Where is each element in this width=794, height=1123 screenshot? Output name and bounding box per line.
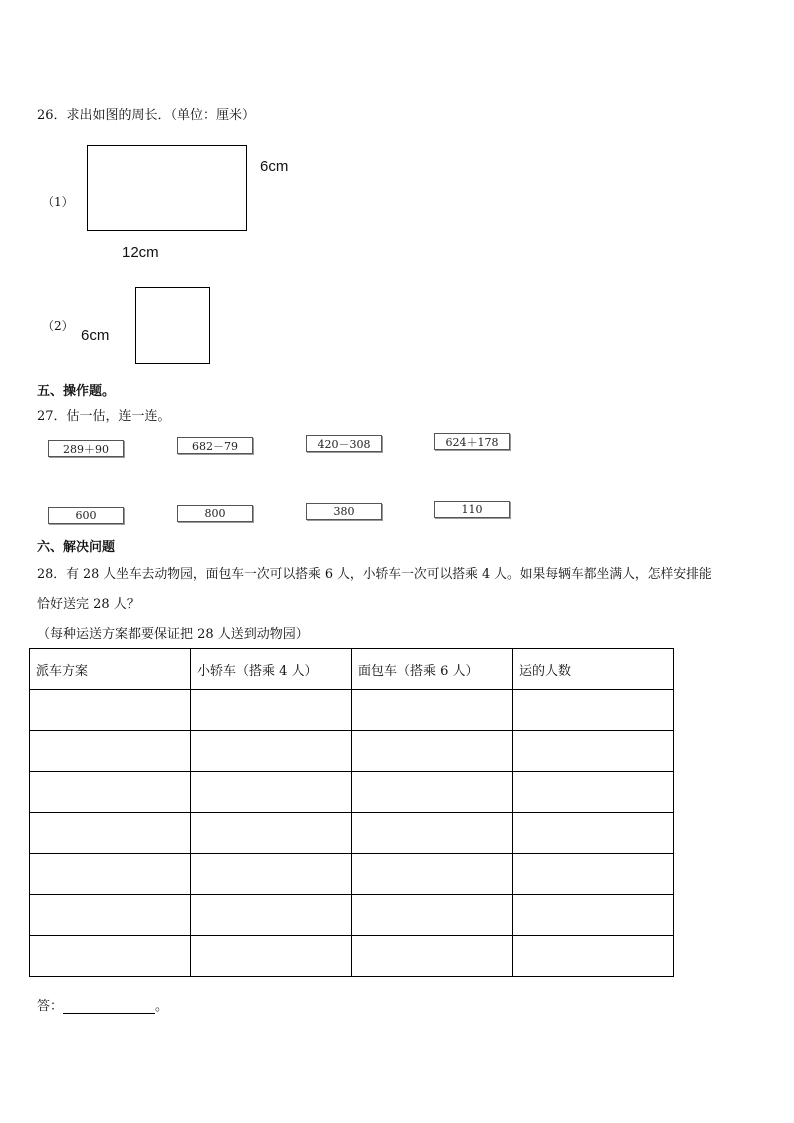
table-row bbox=[30, 895, 674, 936]
expression-box[interactable]: 624＋178 bbox=[434, 433, 510, 450]
table-cell[interactable] bbox=[30, 813, 191, 854]
table-header-cell: 小轿车（搭乘 4 人） bbox=[191, 649, 352, 690]
rectangle-width-label: 12cm bbox=[122, 244, 159, 261]
table-row bbox=[30, 772, 674, 813]
table-cell[interactable] bbox=[352, 731, 513, 772]
table-cell[interactable] bbox=[513, 731, 674, 772]
answer-blank[interactable] bbox=[63, 1001, 155, 1014]
answer-box[interactable]: 600 bbox=[48, 507, 124, 524]
section6-title: 六、解决问题 bbox=[37, 540, 116, 555]
table-cell[interactable] bbox=[513, 854, 674, 895]
table-row bbox=[30, 854, 674, 895]
plan-table bbox=[29, 648, 674, 977]
rectangle-height-label: 6cm bbox=[260, 158, 289, 175]
expression-box[interactable]: 682－79 bbox=[177, 437, 253, 454]
table-cell[interactable] bbox=[30, 936, 191, 977]
square-figure bbox=[135, 287, 210, 364]
fig1-label: （1） bbox=[42, 195, 74, 209]
table-cell[interactable] bbox=[352, 895, 513, 936]
table-cell[interactable] bbox=[30, 772, 191, 813]
table-row bbox=[30, 690, 674, 731]
fig2-label: （2） bbox=[42, 319, 74, 333]
table-cell[interactable] bbox=[30, 731, 191, 772]
table-cell[interactable] bbox=[30, 895, 191, 936]
answer-box[interactable]: 800 bbox=[177, 505, 253, 522]
table-header-cell: 运的人数 bbox=[513, 649, 674, 690]
table-header-cell: 面包车（搭乘 6 人） bbox=[352, 649, 513, 690]
table-cell[interactable] bbox=[513, 813, 674, 854]
table-cell[interactable] bbox=[191, 690, 352, 731]
rectangle-figure bbox=[87, 145, 247, 231]
table-cell[interactable] bbox=[513, 772, 674, 813]
q28-text-line2: 恰好送完 28 人？ bbox=[37, 597, 140, 612]
table-cell[interactable] bbox=[513, 690, 674, 731]
q26-title: 26．求出如图的周长．（单位：厘米） bbox=[37, 108, 256, 123]
table-cell[interactable] bbox=[352, 854, 513, 895]
q27-title: 27．估一估，连一连。 bbox=[37, 409, 171, 424]
answer-box[interactable]: 380 bbox=[306, 503, 382, 520]
answer-box[interactable]: 110 bbox=[434, 501, 510, 518]
section5-title: 五、操作题。 bbox=[37, 384, 116, 399]
expression-box[interactable]: 289＋90 bbox=[48, 440, 124, 457]
answer-suffix: 。 bbox=[155, 999, 169, 1014]
table-cell[interactable] bbox=[191, 731, 352, 772]
q28-text-line1: 28．有 28 人坐车去动物园，面包车一次可以搭乘 6 人，小轿车一次可以搭乘 4 人。如果每辆车都坐满人，怎样安排能 bbox=[37, 567, 712, 582]
table-header-cell: 派车方案 bbox=[30, 649, 191, 690]
table-cell[interactable] bbox=[191, 772, 352, 813]
table-cell[interactable] bbox=[352, 936, 513, 977]
table-cell[interactable] bbox=[352, 772, 513, 813]
table-cell[interactable] bbox=[191, 895, 352, 936]
table-cell[interactable] bbox=[352, 813, 513, 854]
table-header-row bbox=[30, 649, 674, 690]
answer-line bbox=[37, 995, 168, 1014]
table-row bbox=[30, 813, 674, 854]
table-cell[interactable] bbox=[352, 690, 513, 731]
table-row bbox=[30, 936, 674, 977]
expression-box[interactable]: 420－308 bbox=[306, 435, 382, 452]
table-cell[interactable] bbox=[191, 936, 352, 977]
q28-note: （每种运送方案都要保证把 28 人送到动物园） bbox=[37, 627, 309, 642]
table-row bbox=[30, 731, 674, 772]
answer-prefix: 答： bbox=[37, 999, 64, 1014]
square-side-label: 6cm bbox=[81, 327, 110, 344]
table-cell[interactable] bbox=[513, 895, 674, 936]
table-cell[interactable] bbox=[30, 690, 191, 731]
table-cell[interactable] bbox=[513, 936, 674, 977]
table-cell[interactable] bbox=[191, 813, 352, 854]
table-cell[interactable] bbox=[30, 854, 191, 895]
table-cell[interactable] bbox=[191, 854, 352, 895]
